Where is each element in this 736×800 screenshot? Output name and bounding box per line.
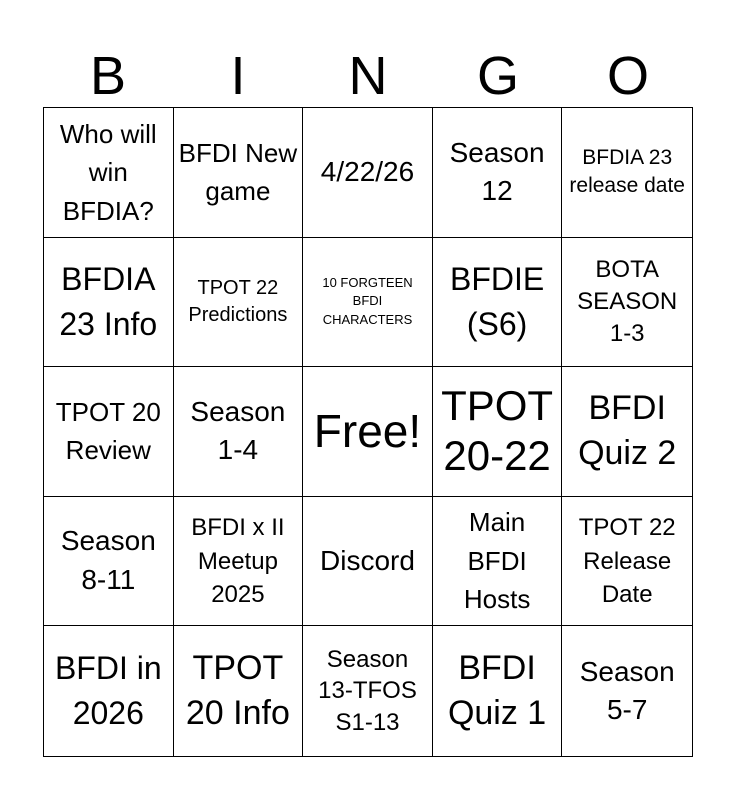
bingo-cell[interactable]: BOTA SEASON 1-3 — [562, 238, 692, 368]
bingo-cell[interactable]: Discord — [303, 497, 433, 627]
header-letter-o: O — [606, 46, 649, 106]
bingo-cell[interactable]: TPOT 20 Review — [44, 367, 174, 497]
free-space-cell[interactable]: Free! — [303, 367, 433, 497]
bingo-header — [43, 46, 693, 106]
bingo-cell[interactable]: Season 1-4 — [174, 367, 304, 497]
bingo-cell[interactable]: Season 13-TFOS S1-13 — [303, 626, 433, 756]
bingo-cell[interactable]: BFDIA 23 Info — [44, 238, 174, 368]
bingo-cell[interactable]: BFDI Quiz 2 — [562, 367, 692, 497]
bingo-cell[interactable]: Season 12 — [433, 108, 563, 238]
bingo-cell[interactable]: BFDI New game — [174, 108, 304, 238]
bingo-cell[interactable]: Season 5-7 — [579, 655, 675, 726]
bingo-cell[interactable]: Season 8-11 — [44, 497, 174, 627]
header-letter-g: G — [476, 46, 519, 106]
header-letter-n: N — [348, 46, 388, 106]
bingo-cell[interactable]: 10 FORGTEEN BFDI CHARACTERS — [303, 238, 433, 368]
bingo-cell[interactable]: BFDI x II Meetup 2025 — [174, 497, 304, 627]
bingo-cell[interactable]: BFDI Quiz 1 — [433, 626, 563, 756]
bingo-cell[interactable]: Main BFDI Hosts — [433, 497, 563, 627]
bingo-cell[interactable]: TPOT 20-22 — [433, 367, 563, 497]
bingo-cell[interactable]: BFDIA 23 release date — [562, 108, 692, 238]
bingo-cell[interactable]: 4/22/26 — [303, 108, 433, 238]
bingo-board — [43, 107, 693, 757]
bingo-cell[interactable]: Who will win BFDIA? — [44, 108, 174, 238]
bingo-cell[interactable]: BFDI in 2026 — [44, 626, 174, 756]
bingo-cell[interactable]: TPOT 20 Info — [174, 626, 304, 756]
bingo-cell[interactable]: BFDIE (S6) — [433, 238, 563, 368]
header-letter-i: I — [230, 46, 246, 106]
bingo-cell[interactable]: TPOT 22 Predictions — [174, 238, 304, 368]
header-letter-b: B — [89, 46, 127, 106]
bingo-cell[interactable]: TPOT 22 Release Date — [562, 497, 692, 627]
